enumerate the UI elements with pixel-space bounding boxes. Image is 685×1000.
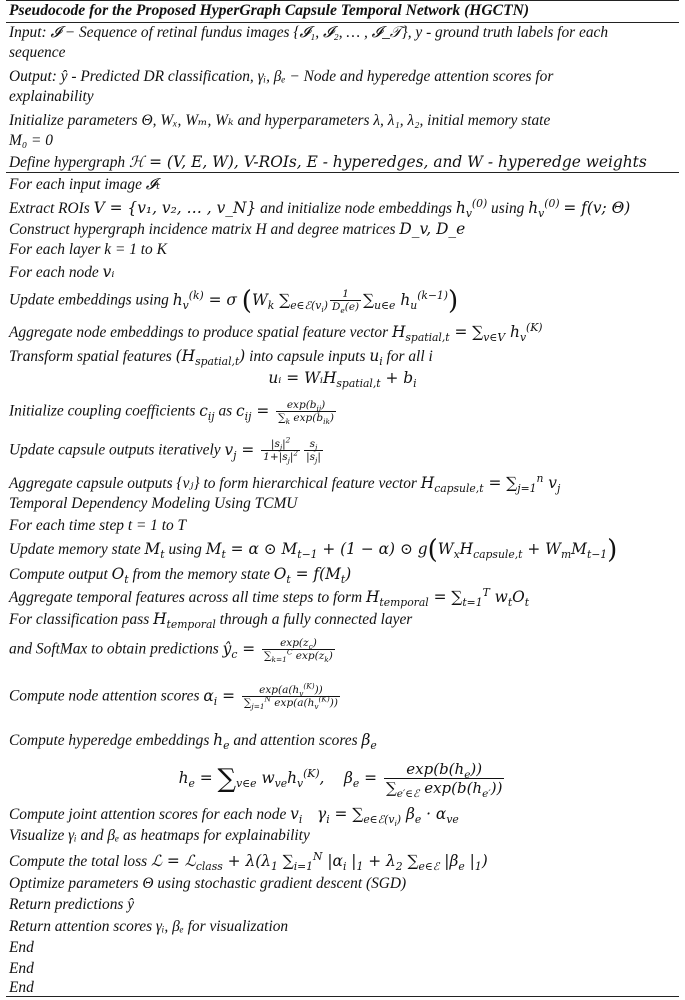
temporal-heading-line: Temporal Dependency Modeling Using TCMU [9, 495, 298, 512]
bottom-rule [6, 996, 679, 997]
transform-text: Transform spatial features [9, 348, 172, 365]
compute-output-line: Compute output $O_t$ from the memory state $O_t = f(M_t)$ [9, 565, 352, 587]
aggregate-spatial-text: Aggregate node embeddings to produce spatial feature vector [9, 324, 389, 341]
end-line-2: End [9, 960, 34, 977]
transform-line: Transform spatial features $(H_{spatial,t})$ into capsule inputs $u_i$ for all i [9, 347, 433, 369]
construct-line [9, 219, 679, 240]
pseudocode-algorithm [6, 0, 679, 997]
return-attention-line: Return attention scores γᵢ, βₑ for visualization [9, 918, 289, 935]
classification-text: For classification pass [9, 611, 150, 628]
extract-rois-line: Extract ROIs V = {v₁, v₂, … , v_N} and initialize node embeddings $h_v^{(0)}$ using $h_v^{(0)} = f(v$; Θ) [9, 196, 631, 221]
algorithm-title: Pseudocode for the Proposed HyperGraph Capsule Temporal Network (HGCTN) [9, 2, 530, 19]
for-node-math: vᵢ [102, 263, 115, 281]
define-text: Define hypergraph [9, 154, 126, 171]
for-node-text: For each node [9, 264, 99, 281]
aggregate-spatial-line: Aggregate node embeddings to produce spatial feature vector $H_{spatial,t} = \sum_{v\in V}$ $h_v^{(K)}$ [9, 320, 543, 345]
extract-math: V = {v₁, v₂, … , v_N} [93, 199, 257, 217]
extract-text-b: and initialize node embeddings [260, 200, 453, 217]
hyperedge-text: Compute hyperedge embeddings [9, 732, 210, 749]
for-image-line [9, 174, 679, 195]
hyperedge-text-b: and attention scores [233, 732, 358, 749]
define-hypergraph-line [9, 152, 679, 173]
construct-math: D_v, D_e [399, 220, 466, 238]
output-line-cont: explainability [9, 88, 94, 105]
initialize-line: Initialize parameters Θ, Wₓ, Wₘ, Wₖ and hyperparameters λ, λ₁, λ₂, initial memory state [9, 112, 551, 129]
compute-output-text-b: from the memory state [132, 566, 270, 583]
for-layer-line: For each layer k = 1 to K [9, 241, 167, 258]
init-coupling-line: Initialize coupling coefficients $c_{ij}$ as $c_{ij}$ = $\frac{\exp(b_{ij})}{\sum_k \exp(b_{ik})}$ [9, 399, 335, 427]
end-line-3: End [9, 979, 34, 996]
update-capsule-text: Update capsule outputs iteratively [9, 441, 221, 459]
classification-text-b: through a fully connected layer [219, 611, 413, 628]
loss-text: Compute the total loss [9, 853, 148, 870]
define-math: ℋ = (V, E, W), V-ROIs, E - hyperedges, and W - hyperedge weights [128, 153, 647, 171]
transform-text-b: into capsule inputs [249, 348, 366, 365]
loss-line: Compute the total loss ℒ = ℒ$_{class}$ + $\lambda(\lambda_1$ $\sum_{i=1}^N$ $|\alpha_i$ $|_1 + \lambda_2$ $\sum_{e\in ℰ}$ $|\beta_e$ $|_1$) [9, 849, 488, 874]
softmax-text: and SoftMax to obtain predictions [9, 640, 219, 658]
construct-text: Construct hypergraph incidence matrix H and degree matrices [9, 221, 396, 238]
transform-text-c: for all i [386, 348, 433, 365]
capsule-input-equation: uᵢ = WᵢH$_{spatial,t}$ + $b_i$ [268, 369, 417, 391]
for-image-text: For each input image [9, 176, 142, 193]
hyperedge-equation: $h_e = \sum_{v\in e}$ $w_{ve}h_v^{(K)}$, $\beta_e$ = $\frac{\exp(b(h_e))}{\sum_{e'\in ℰ} \exp(b(h_{e'}))}$ [178, 760, 503, 800]
for-time-line: For each time step t = 1 to T [9, 517, 187, 534]
hyperedge-line: Compute hyperedge embeddings $h_e$ and attention scores $\beta_e$ [9, 731, 377, 753]
extract-text-c: using [491, 200, 525, 217]
extract-math-c: = f(v; Θ) [563, 199, 631, 217]
joint-attention-line: Compute joint attention scores for each node $v_i$ $\gamma_i = \sum_{e\in ℰ(v_i)}$ $\beta_e \cdot \alpha_{ve}$ [9, 805, 459, 829]
capsule-eq-text: uᵢ = WᵢH [268, 369, 337, 387]
visualize-line: Visualize γᵢ and βₑ as heatmaps for explainability [9, 827, 310, 844]
update-memory-using: using [168, 541, 202, 558]
init-coupling-text: Initialize coupling coefficients [9, 402, 196, 420]
joint-attention-text: Compute joint attention scores for each node [9, 806, 287, 823]
softmax-line: and SoftMax to obtain predictions $ŷ_c$ = $\frac{\exp(z_c)}{\sum_{k=1}^C \exp(z_k)}$ [9, 637, 333, 665]
aggregate-capsule-line: Aggregate capsule outputs {vⱼ} to form hierarchical feature vector $H_{capsule,t} = \sum_{j=1}^n$ $v_j$ [9, 471, 561, 496]
end-line-1: End [9, 939, 34, 956]
input-line-cont: sequence [9, 44, 66, 61]
aggregate-temporal-text: Aggregate temporal features across all time steps to form [9, 589, 363, 606]
node-attention-line: Compute node attention scores $\alpha_i$ = $\frac{\exp(a(h_v^{(K)}))}{\sum_{j=1}^N \exp(a(h_v^{(K)}))}$ [9, 681, 338, 712]
initialize-line-cont: M₀ = 0 [9, 132, 53, 149]
compute-output-text: Compute output [9, 566, 108, 583]
extract-text: Extract ROIs [9, 200, 90, 217]
node-attention-text: Compute node attention scores [9, 687, 200, 705]
optimize-line: Optimize parameters Θ using stochastic gradient descent (SGD) [9, 875, 407, 892]
aggregate-capsule-text: Aggregate capsule outputs {vⱼ} to form hierarchical feature vector [9, 475, 417, 492]
update-emb-text: Update embeddings using [9, 291, 169, 309]
return-predictions-line: Return predictions ŷ [9, 896, 135, 913]
update-memory-text: Update memory state [9, 541, 141, 558]
for-image-math: 𝓘ₜ [145, 175, 160, 193]
update-embeddings-line: Update embeddings using $h_v^{(k)} = \sigma$ ($W_k$ $\sum_{e\in ℰ(v_i)}$ $\frac{1}{D_e(e)}$ $\sum_{u\in e}$ $h_u^{(k-1)}$) [9, 285, 459, 316]
init-coupling-as: as [218, 402, 233, 420]
for-node-line [9, 262, 679, 283]
input-line: Input: 𝓘 − Sequence of retinal fundus images {𝓘₁, 𝓘₂, … , 𝓘_𝒯}, y - ground truth labels for each [9, 24, 609, 41]
header-rule [6, 172, 679, 173]
update-memory-line: Update memory state $M_t$ using $M_t = \alpha$ ⊙ $M_{t-1} + (1 - \alpha)$ ⊙ $g(W_xH_{capsule,t} + W_mM_{t-1})$ [9, 535, 618, 565]
output-line: Output: ŷ - Predicted DR classification, γᵢ, βₑ − Node and hyperedge attention scores for [9, 68, 554, 85]
aggregate-temporal-line: Aggregate temporal features across all time steps to form $H_{temporal} = \sum_{t=1}^T$ $w_tO_t$ [9, 585, 530, 610]
classification-line: For classification pass $H_{temporal}$ through a fully connected layer [9, 610, 413, 632]
update-capsule-line: Update capsule outputs iteratively $v_j$ = $\frac{|s_j|^2}{1+|s_j|^2}$ $\frac{s_j}{|s_j|}$ [9, 435, 321, 466]
